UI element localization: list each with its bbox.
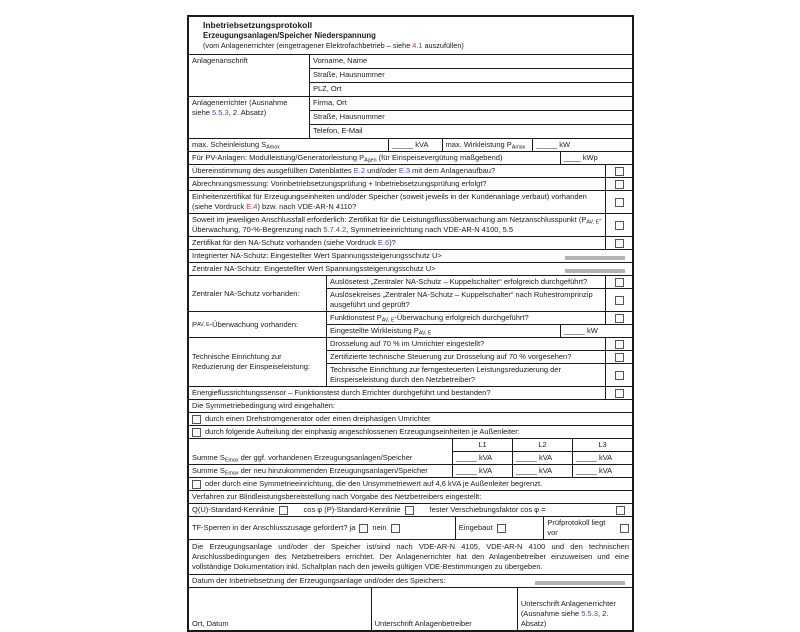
reduction-group [189,338,632,387]
pav-monitoring-group-label: P AV, E -Überwachung vorhanden: [189,312,327,337]
tf-built-cell [455,517,544,539]
link-form-e2[interactable]: E.2 [353,166,366,175]
new-sum-l1-blank[interactable]: _____ [456,466,477,475]
plant-address-label: Anlagenanschrift [189,55,310,96]
installer-label-post: , 2. Absatz) [228,108,267,117]
integrated-na-fill-blank[interactable] [565,256,625,260]
reactive-option-fixed-text: fester Verschiebungsfaktor cos φ = [429,505,546,514]
checkbox-tf-ja[interactable] [359,524,368,533]
q-datasheet-p1: Übereinstimmung des ausgefüllten Datenblattes [192,166,354,175]
q-flow-cert-p1: Soweit im jeweiligen Anschlussfall erforderlich: Zertifikat für die Leistungsflussüberwachung am Netzanschlusspunkt (P [192,215,587,224]
tf-protocol-cell [543,517,632,539]
checkbox-metering[interactable] [615,180,624,189]
central-na-circuit-checkbox-cell [605,289,632,311]
checkbox-symmetry-generator[interactable] [192,415,201,424]
apparent-power-unit: kVA [415,140,429,149]
reduction-row3 [327,363,632,386]
central-na-group-row1 [327,276,632,288]
checkbox-na-certificate[interactable] [615,239,624,248]
q-na-cert-p1: Zertifikat für den NA-Schutz vorhanden (siehe Vordruck [192,238,378,247]
q-flow-cert-p2: -Überwachung, 70-%-Begrenzung nach [192,215,602,234]
symmetry-option-distribution [189,426,632,439]
pav-label-post: -Überwachung vorhanden: [209,319,299,329]
pav-row2-pre: Eingestellte Wirkleistung P [330,326,419,335]
new-sum-l3-blank[interactable]: _____ [576,466,597,475]
symmetry-table-header [189,439,632,452]
form-header [189,17,632,55]
q-flow-cert-sub: AV, E [586,219,600,226]
central-na-group [189,276,632,312]
existing-sum-l2-unit: kVA [538,453,553,462]
checkbox-pav-function-test[interactable] [615,314,624,323]
existing-sum-l2-blank[interactable]: _____ [516,453,537,462]
reactive-option-cosphi-p-text: cos φ (P)-Standard-Kennlinie [303,505,401,514]
q-unit-cert-p1: Einheitenzertifikat für Erzeugungseinheiten und/oder Speicher (soweit jeweils in der Kundenanlage verbaut) vorhanden (siehe Vordruck [192,192,587,211]
signature-operator[interactable] [371,588,517,630]
form-note-pre: (vom Anlagenerrichter (eingetragener Elektrofachbetrieb – siehe [203,41,413,50]
central-na-trip-test-checkbox-cell [605,276,632,288]
active-power-text: max. Wirkleistung P [445,140,512,149]
checkbox-tf-protocol[interactable] [620,524,629,533]
max-power-row [189,139,632,152]
reduction-remote-text: Technische Einrichtung zur ferngesteuerten Leistungsreduzierung der Einspeiseleistung durch den Netzbetreiber? [330,365,561,384]
commissioning-date-row [189,575,632,588]
pav-row1-sub: AV, E [381,317,395,324]
new-sum-l3[interactable] [572,465,632,477]
checkbox-reactive-qu[interactable] [279,506,288,515]
checkbox-datasheet[interactable] [615,167,624,176]
reduction-remote-checkbox-cell [605,364,632,386]
central-na-circuit-text: Auslösekreises „Zentraler NA-Schutz – Kuppelschalter“ nach Ruhestromprinzip ausgeführt und geprüft? [330,290,593,309]
symmetry-option-device [189,478,632,491]
pav-function-test-checkbox-cell [605,312,632,324]
existing-sum-l3-blank[interactable]: _____ [576,453,597,462]
pav-row1-pre: Funktionstest P [330,313,382,322]
column-header-l2: L2 [512,439,572,452]
link-form-e3[interactable]: E.3 [398,166,411,175]
pav-set-power-text [327,325,560,337]
checkbox-flow-certificate[interactable] [615,221,624,230]
installer-fields [310,97,632,138]
signature-installer-note-post: , 2. Absatz) [520,609,609,628]
question-unit-certificate [189,191,632,214]
commissioning-date-fill-blank[interactable] [535,581,625,585]
form-note [203,41,628,51]
tf-question-cell [189,517,455,539]
central-na-row [189,263,632,276]
question-flow-sensor-text: Energieflussrichtungssensor – Funktionstest durch Errichter durchgeführt und bestanden? [192,388,491,397]
apparent-power-sub: Amax [266,144,280,151]
checkbox-reduction-throttle[interactable] [615,340,624,349]
apparent-power-value[interactable] [388,139,441,151]
question-flow-certificate-checkbox-cell [605,214,632,236]
signature-place-date-label: Ort, Datum [192,619,229,628]
link-form-e4[interactable]: E.4 [246,202,258,211]
central-na-group-label: Zentraler NA-Schutz vorhanden: [189,276,327,311]
integrated-na-row [189,250,632,263]
new-sum-post: der neu hinzukommenden Erzeugungsanlagen/Speicher [238,466,428,475]
symmetry-table-row-existing [189,452,632,464]
checkbox-unit-certificate[interactable] [615,198,624,207]
checkbox-reduction-remote[interactable] [615,371,624,380]
link-signature-5-5-3[interactable]: 5.5.3 [581,609,598,618]
field-phone-email[interactable]: Telefon, E-Mail [310,124,632,138]
installer-block [189,97,632,139]
question-unit-certificate-checkbox-cell [605,191,632,213]
symmetry-table-row-new [189,464,632,477]
pv-power-text: Für PV-Anlagen: Modulleistung/Generatorleistung P [192,153,365,162]
plant-address-fields [310,55,632,96]
question-na-certificate [189,237,632,250]
link-section-5-7-4-2[interactable]: 5.7.4.2 [323,225,347,234]
commissioning-date-text: Datum der Inbetriebsetzung der Erzeugungsanlage und/oder des Speichers: [192,576,446,585]
checkbox-symmetry-device[interactable] [192,480,201,489]
active-power-value[interactable] [532,139,632,151]
active-power-blank[interactable]: _____ [536,140,558,149]
signature-place-date[interactable] [189,588,371,630]
pav-function-test-row [327,312,632,324]
reduction-throttle-text: Drosselung auf 70 % im Umrichter eingestellt? [330,339,485,348]
active-power-label [442,139,533,151]
pav-set-power-unit: kW [586,326,598,335]
checkbox-reactive-cosphi-p[interactable] [405,506,414,515]
new-sum-pre: Summe S [192,466,225,475]
checkbox-reactive-fixed[interactable] [616,506,625,515]
field-installer-street[interactable]: Straße, Hausnummer [310,110,632,124]
existing-sum-l3[interactable] [572,452,632,464]
pav-monitoring-group [189,312,632,338]
checkbox-tf-built[interactable] [497,524,506,533]
q-na-cert-p2: )? [389,238,396,247]
reduction-group-label: Technische Einrichtung zur Reduzierung der Einspeiseleistung: [189,338,327,386]
reactive-options-row [189,504,632,517]
commissioning-protocol-form [187,15,634,632]
pav-label-pre: P [192,319,198,329]
column-header-l3: L3 [572,439,632,452]
reduction-row2 [327,350,632,363]
apparent-power-label [189,139,388,151]
pv-power-row [189,152,632,165]
link-section-5-5-3[interactable]: 5.5.3 [212,108,229,117]
symmetry-option-generator [189,413,632,426]
apparent-power-blank[interactable]: _____ [392,140,414,149]
reduction-certified-control-text: Zertifizierte technische Steuerung zur Drosselung auf 70 % vorgesehen? [330,352,572,361]
symmetry-table [189,439,632,478]
symmetry-option-device-text: oder durch eine Symmetrieeinrichtung, die den Unsymmetriewert auf 4,6 kVA je Außenleiter begrenzt. [205,479,543,488]
existing-sum-l3-unit: kVA [598,453,613,462]
existing-sum-l1-blank[interactable]: _____ [456,453,477,462]
question-datasheet-text [189,165,605,177]
new-sum-label [189,465,452,477]
pv-power-value[interactable] [560,152,632,164]
new-sum-sub: Emax [224,470,239,477]
tf-built-text: Eingebaut [458,523,493,532]
pav-set-power-row [327,324,632,337]
signature-row [189,588,632,630]
question-metering-text: Abrechnungsmessung: Vorinbetriebsetzungsprüfung + Inbetriebsetzungsprüfung erfolgt? [192,179,487,188]
field-street[interactable]: Straße, Hausnummer [310,68,632,82]
question-flow-certificate [189,214,632,237]
installer-label [189,97,310,138]
question-na-certificate-checkbox-cell [605,237,632,249]
central-na-trip-test-text: Auslösetest „Zentraler NA-Schutz – Kuppelschalter“ erfolgreich durchgeführt? [330,277,588,286]
existing-sum-label [189,452,452,464]
pav-set-power-blank[interactable]: _____ [564,326,585,335]
q-unit-cert-p2: ) bzw. nach VDE-AR-N 4110? [257,202,357,211]
reduction-certified-control-checkbox-cell [605,351,632,363]
checkbox-central-na-circuit[interactable] [615,296,624,305]
q-datasheet-p2: und/oder [365,166,399,175]
reduction-throttle-checkbox-cell [605,338,632,350]
existing-sum-pre: Summe S [192,453,225,462]
checkbox-tf-nein[interactable] [391,524,400,533]
symmetry-option-distribution-text: durch folgende Aufteilung der einphasig angeschlossenen Erzeugungseinheiten je Außenleiter: [205,427,520,436]
checkbox-reduction-certified-control[interactable] [615,353,624,362]
existing-sum-l1[interactable] [452,452,512,464]
existing-sum-l1-unit: kVA [478,453,493,462]
pav-function-test-text [327,312,605,324]
question-datasheet [189,165,632,178]
new-sum-l2-blank[interactable]: _____ [516,466,537,475]
signature-operator-label: Unterschrift Anlagenbetreiber [374,619,472,628]
form-subtitle: Erzeugungsanlagen/Speicher Niederspannung [203,31,376,40]
plant-address-block [189,55,632,97]
reduction-group-cells [327,338,632,386]
existing-sum-l2[interactable] [512,452,572,464]
question-flow-sensor [189,387,632,400]
question-unit-certificate-text [189,191,605,213]
symmetry-table-header-spacer [189,439,452,452]
new-sum-l2[interactable] [512,465,572,477]
reactive-option-qu-text: Q(U)-Standard-Kennlinie [192,505,275,514]
pv-power-unit: kWp [582,153,598,162]
tf-protocol-text: Prüfprotokoll liegt vor [547,518,606,537]
new-sum-l1[interactable] [452,465,512,477]
central-na-fill-blank[interactable] [565,269,625,273]
pv-power-post: (für Einspeisevergütung maßgebend) [376,153,503,162]
existing-sum-sub: Emax [224,457,239,464]
pv-power-sub: Agen [364,157,377,164]
central-na-text: Zentraler NA-Schutz: Eingestellter Wert Spannungssteigerungsschutz U> [192,264,436,273]
link-section-4-1[interactable]: 4.1 [412,41,423,50]
question-na-certificate-text [189,237,605,249]
symmetry-intro: Die Symmetriebedingung wird eingehalten: [189,400,632,413]
tf-row [189,517,632,540]
symmetry-option-generator-text: durch einen Drehstromgenerator oder einen dreiphasigen Umrichter [205,414,431,423]
reactive-intro: Verfahren zur Blindleistungsbereitstellung nach Vorgabe des Netzbetreibers eingestellt: [189,491,632,504]
signature-installer-note [521,609,629,629]
apparent-power-text: max. Scheinleistung S [192,140,267,149]
pv-power-label [189,152,560,164]
field-city[interactable]: PLZ, Ort [310,82,632,96]
checkbox-central-na-trip-test[interactable] [615,278,624,287]
tf-nein-text: nein [372,523,387,532]
question-flow-certificate-text [189,214,605,236]
form-title: Inbetriebsetzungsprotokoll [203,20,313,30]
new-sum-l2-unit: kVA [538,466,553,475]
central-na-group-row2 [327,288,632,311]
q-datasheet-p3: mit dem Anlagenaufbau? [410,166,496,175]
question-flow-sensor-checkbox-cell [605,387,632,399]
checkbox-flow-sensor[interactable] [615,389,624,398]
signature-installer-note-pre: (Ausnahme siehe [520,609,582,618]
pav-row2-sub: AV, E [418,330,432,337]
field-name[interactable]: Vorname, Name [313,56,368,65]
column-header-l1: L1 [452,439,512,452]
question-datasheet-checkbox-cell [605,165,632,177]
installer-label-pre: Anlagenerrichter (Ausnahme siehe [192,98,288,117]
pav-row1-post: -Überwachung erfolgreich durchgeführt? [394,313,529,322]
pav-set-power-value[interactable] [560,325,632,337]
declaration-text: Die Erzeugungsanlage und/oder der Speicher ist/sind nach VDE-AR-N 4105, VDE-AR-N 4100 und den technischen Anschlussbedingungen des Netzbetreibers errichtet. Der Anlagenerrichter hat den Anlagenbetreiber einzuweisen und eine vollständige Dokumentation inkl. Schaltplan nach den jeweils gültigen VDE-Bestimmungen zu übergeben. [189,540,632,575]
new-sum-l1-unit: kVA [478,466,493,475]
active-power-sub: Amax [511,144,526,151]
new-sum-l3-unit: kVA [598,466,613,475]
question-metering-checkbox-cell [605,178,632,190]
pav-monitoring-group-cells [327,312,632,337]
pv-power-blank[interactable]: ____ [564,153,581,162]
form-note-post: auszufüllen) [422,41,464,50]
tf-question-text: TF-Sperren in der Anschlusszusage gefordert? ja [192,523,356,532]
integrated-na-text: Integrierter NA-Schutz: Eingestellter Wert Spannungssteigerungsschutz U> [192,251,442,260]
existing-sum-post: der ggf. vorhandenen Erzeugungsanlagen/Speicher [238,453,413,462]
central-na-group-cells [327,276,632,311]
active-power-unit: kW [559,140,571,149]
question-metering [189,178,632,191]
checkbox-symmetry-distribution[interactable] [192,428,201,437]
link-form-e6[interactable]: E.6 [377,238,390,247]
reduction-row1 [327,338,632,350]
signature-installer[interactable] [517,588,632,630]
field-company[interactable]: Firma, Ort [313,98,347,107]
q-flow-cert-p3: , Symmetrieeinrichtung nach VDE-AR-N 4100, 5.5 [346,225,514,234]
signature-installer-label: Unterschrift Anlagenerrichter [520,599,616,608]
